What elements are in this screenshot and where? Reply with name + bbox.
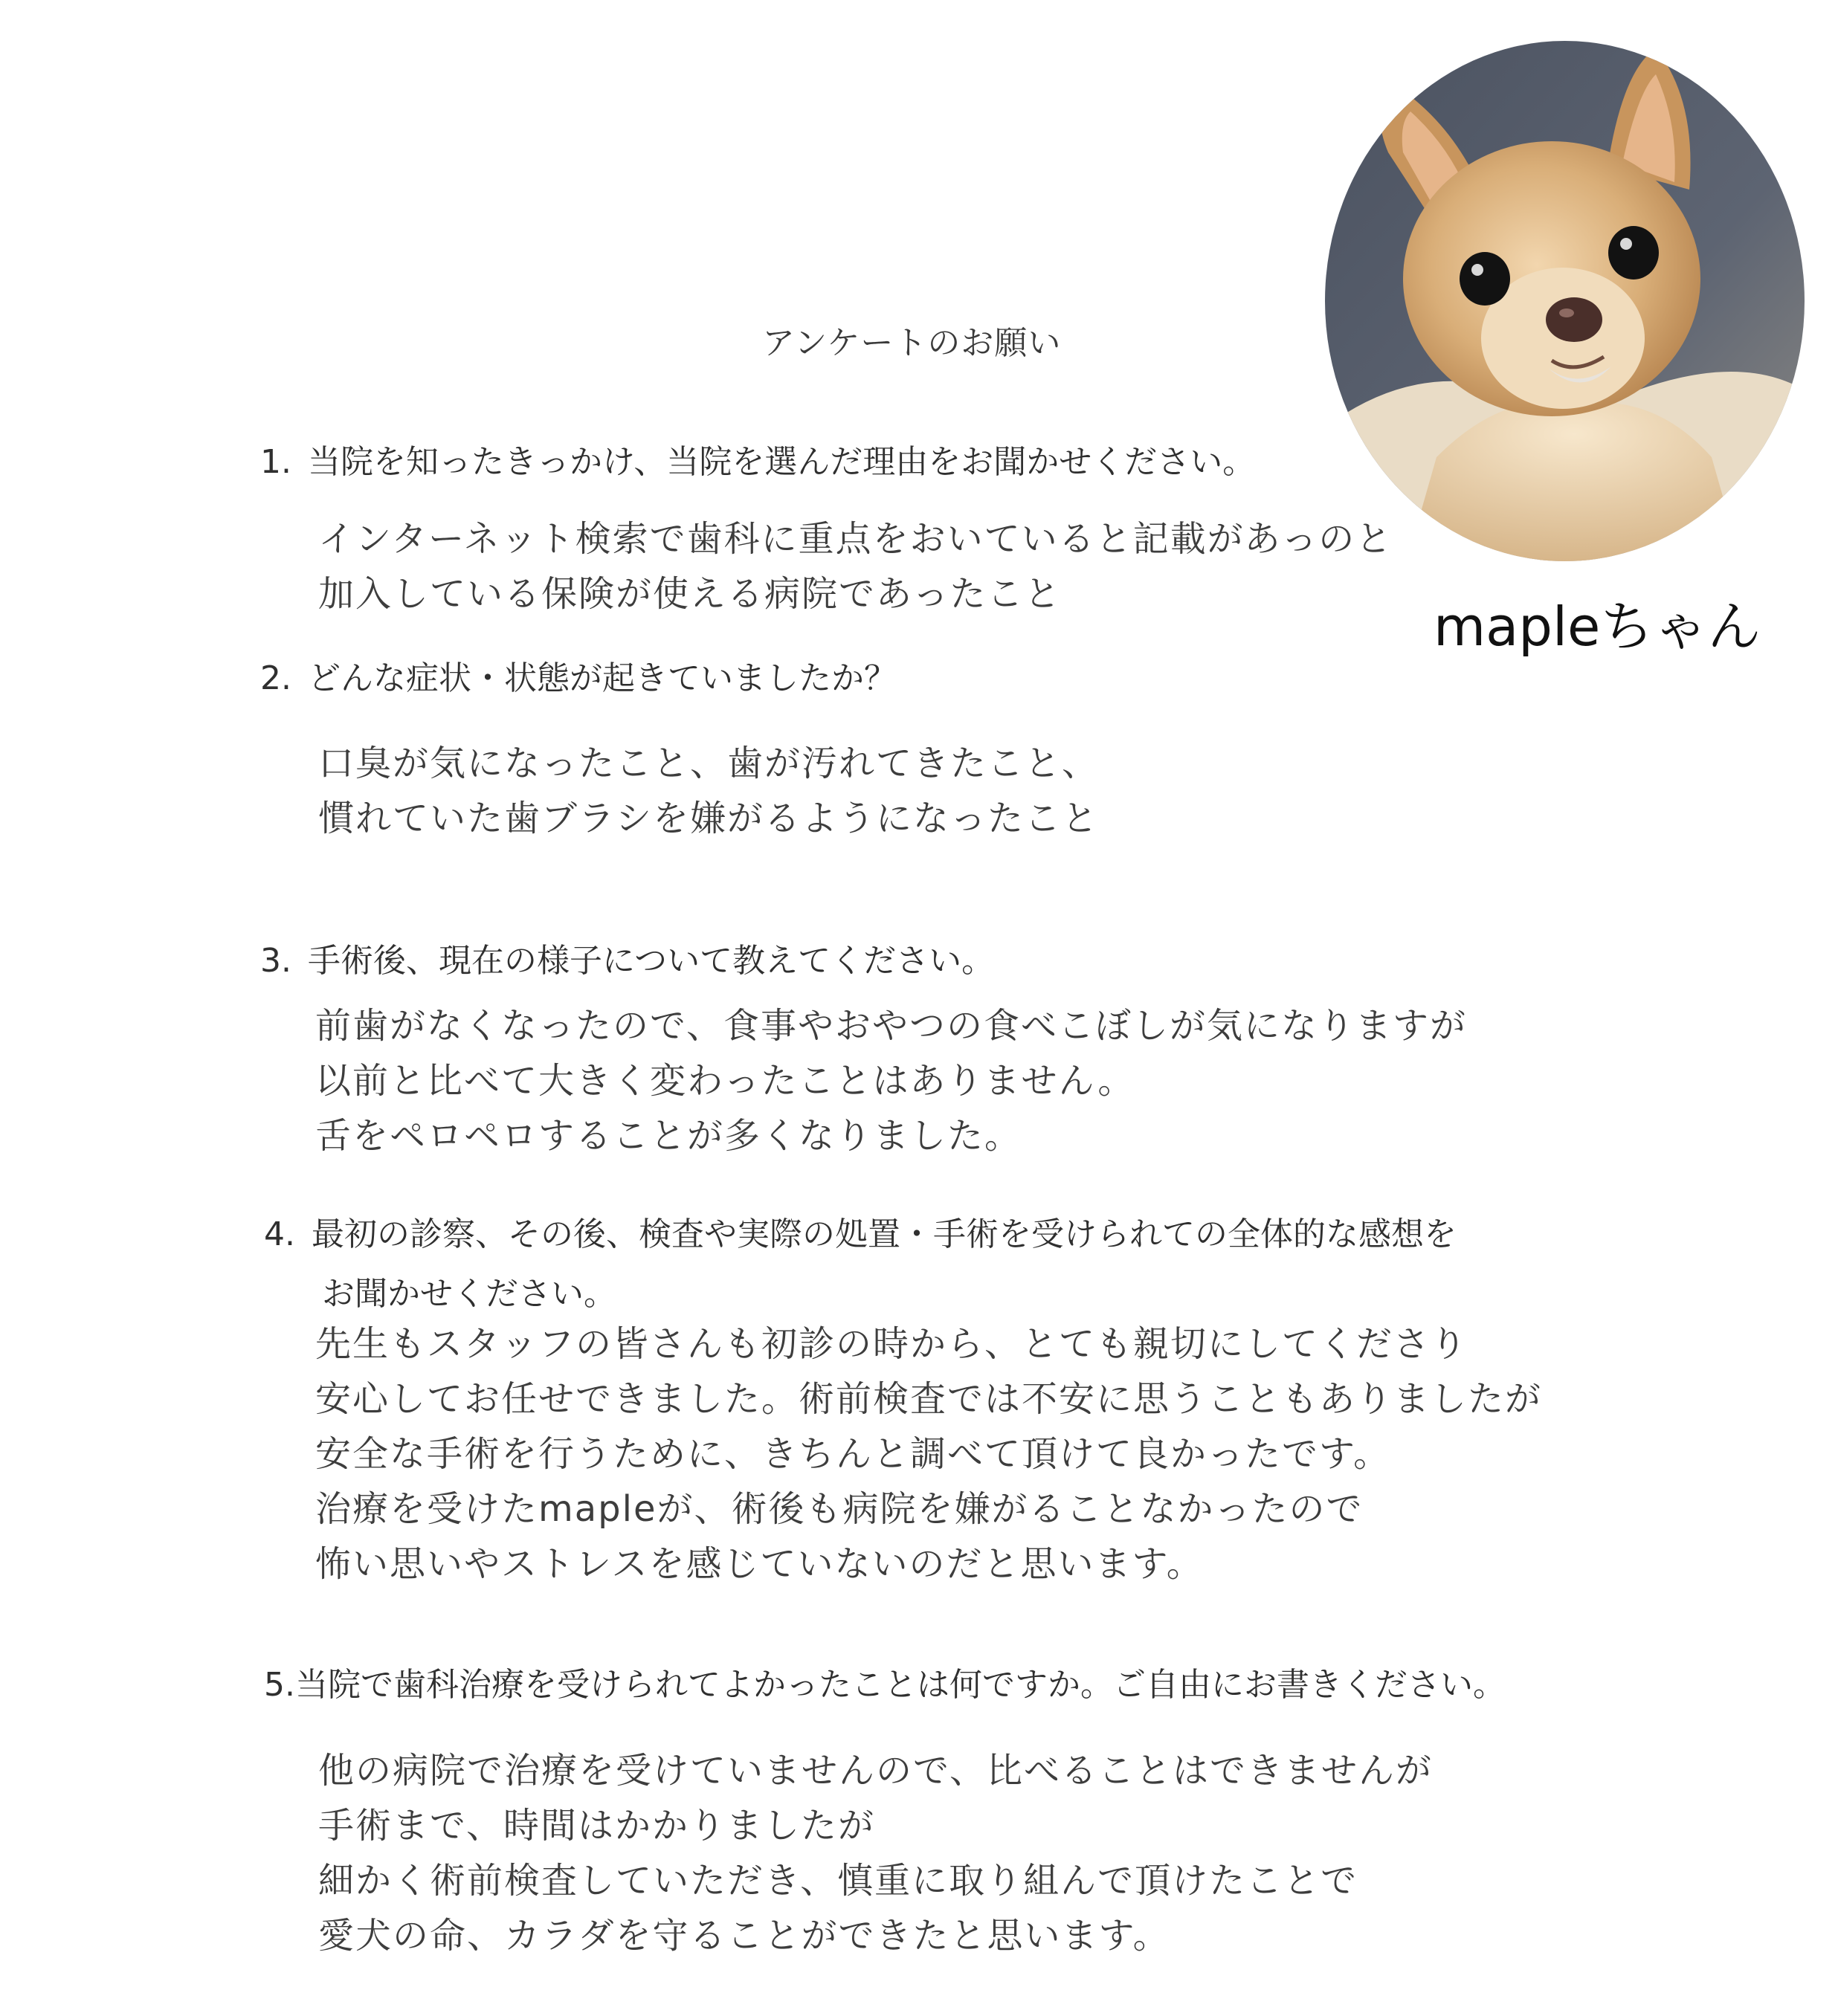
- answer-4-line-3: 安全な手術を行うために、きちんと調べて頂けて良かったです。: [315, 1433, 1391, 1475]
- question-4-text: 最初の診察、その後、検査や実際の処置・手術を受けられての全体的な感想を: [311, 1215, 1457, 1253]
- question-1: [260, 435, 1255, 482]
- question-4-text-continued: お聞かせください。: [322, 1275, 616, 1313]
- question-4-number: 4.: [264, 1215, 295, 1253]
- answer-2-line-1: 口臭が気になったこと、歯が汚れてきたこと、: [318, 743, 1100, 784]
- question-3-text: 手術後、現在の様子について教えてください。: [307, 942, 995, 980]
- question-3: [260, 934, 994, 981]
- answer-2: [318, 736, 1099, 846]
- question-1-number: 1.: [260, 443, 291, 481]
- answer-5: [318, 1743, 1433, 1963]
- pet-name: mapleちゃん: [1434, 595, 1761, 658]
- question-4: [264, 1207, 1457, 1314]
- answer-1-line-1: インターネット検索で歯科に重点をおいていると記載があっのと: [318, 518, 1393, 560]
- survey-title: アンケートのお願い: [762, 324, 1062, 362]
- chihuahua-photo: [1325, 41, 1805, 561]
- question-5: [264, 1658, 1506, 1705]
- question-3-number: 3.: [260, 942, 291, 980]
- question-2-text: どんな症状・状態が起きていましたか？: [307, 659, 897, 697]
- answer-4-line-4: 治療を受けたmapleが、術後も病院を嫌がることなかったので: [315, 1488, 1364, 1530]
- answer-4-line-5: 怖い思いやストレスを感じていないのだと思います。: [315, 1543, 1204, 1585]
- answer-5-line-3: 細かく術前検査していただき、慎重に取り組んで頂けたことで: [318, 1860, 1358, 1902]
- answer-4-line-1: 先生もスタッフの皆さんも初診の時から、とても親切にしてくださり: [315, 1323, 1468, 1365]
- answer-2-line-2: 慣れていた歯ブラシを嫌がるようになったこと: [318, 798, 1100, 839]
- answer-5-line-4: 愛犬の命、カラダを守ることができたと思います。: [318, 1915, 1170, 1957]
- answer-5-line-2: 手術まで、時間はかかりましたが: [318, 1805, 876, 1847]
- answer-1: [318, 511, 1393, 621]
- answer-1-line-2: 加入している保険が使える病院であったこと: [318, 573, 1062, 615]
- answer-4-line-2: 安心してお任せできました。術前検査では不安に思うこともありましたが: [315, 1378, 1543, 1420]
- question-1-text: 当院を知ったきっかけ、当院を選んだ理由をお聞かせください。: [307, 443, 1256, 481]
- answer-3-line-2: 以前と比べて大きく変わったことはありません。: [315, 1060, 1135, 1102]
- question-5-text: 当院で歯科治療を受けられてよかったことは何ですか。ご自由にお書きください。: [294, 1666, 1506, 1704]
- answer-3-line-1: 前歯がなくなったので、食事やおやつの食べこぼしが気になりますが: [315, 1005, 1468, 1047]
- answer-3-line-3: 舌をペロペロすることが多くなりました。: [315, 1115, 1022, 1157]
- question-5-number: 5.: [264, 1666, 295, 1704]
- answer-3: [315, 998, 1467, 1163]
- answer-4: [315, 1316, 1542, 1592]
- question-2: [260, 651, 897, 699]
- question-2-number: 2.: [260, 659, 291, 697]
- answer-5-line-1: 他の病院で治療を受けていませんので、比べることはできませんが: [318, 1750, 1434, 1792]
